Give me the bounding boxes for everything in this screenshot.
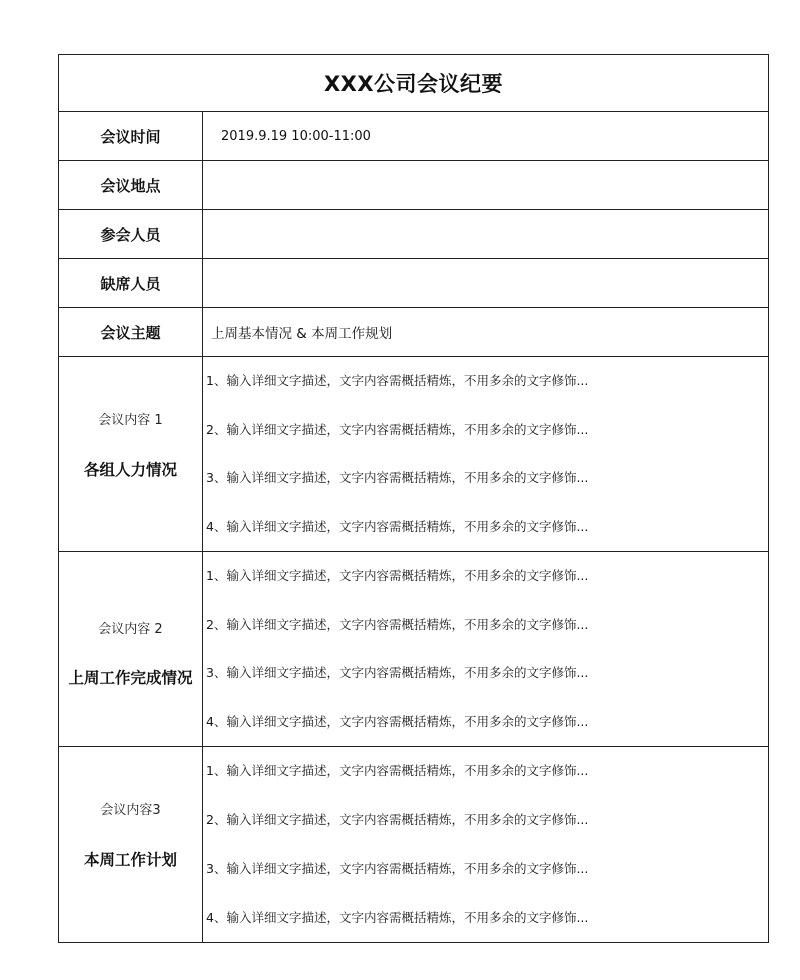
section-main-label: 本周工作计划 <box>83 851 177 869</box>
section-main-label: 各组人力情况 <box>83 461 177 479</box>
section-sub-label: 会议内容 2 <box>98 622 163 637</box>
section-main-label: 上周工作完成情况 <box>68 669 193 687</box>
field-row-location <box>59 161 768 210</box>
field-label-location: 会议地点 <box>59 161 203 209</box>
list-item[interactable]: 2、输入详细文字描述，文字内容需概括精炼，不用多余的文字修饰... <box>206 616 589 632</box>
list-item[interactable]: 3、输入详细文字描述，文字内容需概括精炼，不用多余的文字修饰... <box>206 860 589 876</box>
field-value-time[interactable]: 2019.9.19 10:00-11:00 <box>221 128 371 144</box>
field-value-absentees[interactable] <box>203 259 768 307</box>
list-item[interactable]: 3、输入详细文字描述，文字内容需概括精炼，不用多余的文字修饰... <box>206 470 589 486</box>
document-title: XXX公司会议纪要 <box>59 55 768 112</box>
list-item[interactable]: 4、输入详细文字描述，文字内容需概括精炼，不用多余的文字修饰... <box>206 518 589 534</box>
section-label-1 <box>59 357 203 551</box>
field-value-location[interactable] <box>203 161 768 209</box>
field-row-time <box>59 112 768 161</box>
list-item[interactable]: 1、输入详细文字描述，文字内容需概括精炼，不用多余的文字修饰... <box>206 568 589 584</box>
field-label-attendees: 参会人员 <box>59 210 203 258</box>
list-item[interactable]: 2、输入详细文字描述，文字内容需概括精炼，不用多余的文字修饰... <box>206 421 589 437</box>
section-sub-label: 会议内容 1 <box>98 413 163 428</box>
section-label-2 <box>59 552 203 746</box>
field-row-attendees <box>59 210 768 259</box>
content-section-2 <box>59 552 768 747</box>
meeting-minutes-table <box>58 54 769 943</box>
list-item[interactable]: 4、输入详细文字描述，文字内容需概括精炼，不用多余的文字修饰... <box>206 909 589 925</box>
section-items-1 <box>203 357 768 551</box>
field-value-topic[interactable]: 上周基本情况 & 本周工作规划 <box>211 326 393 342</box>
field-label-time: 会议时间 <box>59 112 203 160</box>
field-value-attendees[interactable] <box>203 210 768 258</box>
field-label-absentees: 缺席人员 <box>59 259 203 307</box>
section-label-3 <box>59 747 203 942</box>
list-item[interactable]: 3、输入详细文字描述，文字内容需概括精炼，不用多余的文字修饰... <box>206 665 589 681</box>
list-item[interactable]: 2、输入详细文字描述，文字内容需概括精炼，不用多余的文字修饰... <box>206 812 589 828</box>
section-sub-label: 会议内容3 <box>100 803 161 818</box>
content-section-1 <box>59 357 768 552</box>
field-row-absentees <box>59 259 768 308</box>
list-item[interactable]: 4、输入详细文字描述，文字内容需概括精炼，不用多余的文字修饰... <box>206 713 589 729</box>
content-section-3 <box>59 747 768 942</box>
field-row-topic <box>59 308 768 357</box>
field-label-topic: 会议主题 <box>59 308 203 356</box>
section-items-3 <box>203 747 768 942</box>
section-items-2 <box>203 552 768 746</box>
list-item[interactable]: 1、输入详细文字描述，文字内容需概括精炼，不用多余的文字修饰... <box>206 763 589 779</box>
list-item[interactable]: 1、输入详细文字描述，文字内容需概括精炼，不用多余的文字修饰... <box>206 373 589 389</box>
